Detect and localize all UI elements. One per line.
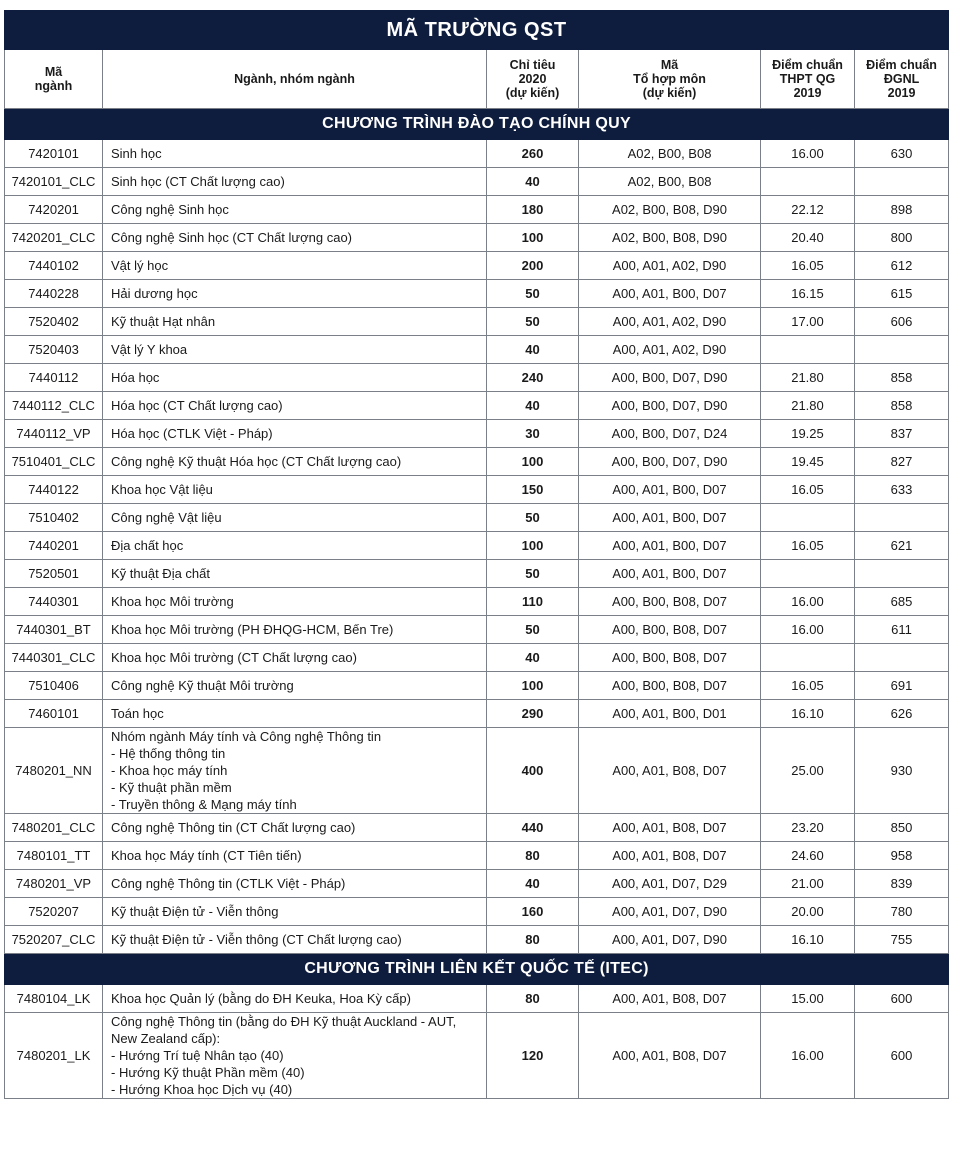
major-name xyxy=(103,898,487,926)
major-code: 7510406 xyxy=(5,672,103,700)
score-dgnl-2019: 600 xyxy=(855,1013,949,1099)
header-combo xyxy=(579,50,761,109)
major-code: 7440301_BT xyxy=(5,616,103,644)
table-row xyxy=(5,252,949,280)
table-row xyxy=(5,476,949,504)
score-dgnl-2019: 691 xyxy=(855,672,949,700)
header-dgnl-line: ĐGNL xyxy=(883,72,920,86)
major-name-line: Hóa học (CTLK Việt - Pháp) xyxy=(111,426,273,441)
score-dgnl-2019: 755 xyxy=(855,926,949,954)
major-code: 7520501 xyxy=(5,560,103,588)
major-name-line: - Hướng Khoa học Dịch vụ (40) xyxy=(111,1082,293,1097)
major-name-line: Hóa học xyxy=(111,370,160,385)
table-title: MÃ TRƯỜNG QST xyxy=(5,11,949,50)
subject-combination: A00, A01, B00, D07 xyxy=(579,532,761,560)
major-code: 7480104_LK xyxy=(5,985,103,1013)
major-name xyxy=(103,280,487,308)
score-dgnl-2019: 630 xyxy=(855,140,949,168)
quota-2020: 260 xyxy=(487,140,579,168)
table-row xyxy=(5,308,949,336)
score-thpt-2019: 22.12 xyxy=(761,196,855,224)
major-name xyxy=(103,336,487,364)
score-thpt-2019: 21.00 xyxy=(761,870,855,898)
subject-combination: A00, A01, B08, D07 xyxy=(579,814,761,842)
subject-combination: A00, B00, D07, D90 xyxy=(579,364,761,392)
quota-2020: 100 xyxy=(487,448,579,476)
score-dgnl-2019: 898 xyxy=(855,196,949,224)
major-name xyxy=(103,1013,487,1099)
quota-2020: 180 xyxy=(487,196,579,224)
major-code: 7480201_VP xyxy=(5,870,103,898)
subject-combination: A00, B00, D07, D90 xyxy=(579,392,761,420)
table-row xyxy=(5,392,949,420)
score-thpt-2019: 16.00 xyxy=(761,588,855,616)
major-name-line: - Kỹ thuật phần mềm xyxy=(111,780,232,795)
major-name xyxy=(103,168,487,196)
quota-2020: 110 xyxy=(487,588,579,616)
table-row xyxy=(5,898,949,926)
subject-combination: A00, A01, B08, D07 xyxy=(579,1013,761,1099)
major-name xyxy=(103,644,487,672)
score-dgnl-2019: 827 xyxy=(855,448,949,476)
score-thpt-2019 xyxy=(761,336,855,364)
major-name-line: Khoa học Máy tính (CT Tiên tiến) xyxy=(111,848,302,863)
score-dgnl-2019: 930 xyxy=(855,728,949,814)
score-dgnl-2019: 685 xyxy=(855,588,949,616)
score-dgnl-2019 xyxy=(855,168,949,196)
header-dgnl-line: Điểm chuẩn xyxy=(866,58,937,72)
title-row xyxy=(5,11,949,50)
header-dgnl-line: 2019 xyxy=(887,86,916,100)
subject-combination: A00, B00, D07, D24 xyxy=(579,420,761,448)
table-row xyxy=(5,616,949,644)
quota-2020: 440 xyxy=(487,814,579,842)
major-name-line: Khoa học Quản lý (bằng do ĐH Keuka, Hoa Kỳ cấp) xyxy=(111,991,411,1006)
header-quota xyxy=(487,50,579,109)
score-dgnl-2019: 858 xyxy=(855,364,949,392)
score-dgnl-2019: 600 xyxy=(855,985,949,1013)
major-code: 7480201_LK xyxy=(5,1013,103,1099)
header-code xyxy=(5,50,103,109)
subject-combination: A00, A01, A02, D90 xyxy=(579,308,761,336)
major-code: 7520207 xyxy=(5,898,103,926)
major-name-line: Địa chất học xyxy=(111,538,184,553)
major-name xyxy=(103,448,487,476)
table-row xyxy=(5,504,949,532)
quota-2020: 290 xyxy=(487,700,579,728)
score-dgnl-2019 xyxy=(855,336,949,364)
table-row xyxy=(5,448,949,476)
major-name xyxy=(103,420,487,448)
major-name-line: Kỹ thuật Hạt nhân xyxy=(111,314,216,329)
header-quota-line: (dự kiến) xyxy=(505,86,560,100)
major-code: 7440301 xyxy=(5,588,103,616)
score-thpt-2019: 21.80 xyxy=(761,392,855,420)
subject-combination: A00, B00, B08, D07 xyxy=(579,616,761,644)
score-thpt-2019: 25.00 xyxy=(761,728,855,814)
score-dgnl-2019: 858 xyxy=(855,392,949,420)
subject-combination: A02, B00, B08, D90 xyxy=(579,196,761,224)
subject-combination: A02, B00, B08, D90 xyxy=(579,224,761,252)
major-code: 7440201 xyxy=(5,532,103,560)
admission-table-container xyxy=(4,10,948,1099)
major-name-line: Kỹ thuật Địa chất xyxy=(111,566,210,581)
major-name xyxy=(103,616,487,644)
subject-combination: A02, B00, B08 xyxy=(579,168,761,196)
subject-combination: A00, A01, B08, D07 xyxy=(579,728,761,814)
major-code: 7440112_CLC xyxy=(5,392,103,420)
quota-2020: 80 xyxy=(487,985,579,1013)
subject-combination: A00, A01, B00, D07 xyxy=(579,280,761,308)
major-name-line: Công nghệ Vật liệu xyxy=(111,510,222,525)
score-thpt-2019: 20.00 xyxy=(761,898,855,926)
quota-2020: 240 xyxy=(487,364,579,392)
header-thpt-line: THPT QG xyxy=(779,72,836,86)
header-combo-line: Tổ hợp môn xyxy=(633,72,706,86)
quota-2020: 150 xyxy=(487,476,579,504)
header-quota-line: Chỉ tiêu xyxy=(509,58,556,72)
major-name xyxy=(103,504,487,532)
major-name xyxy=(103,196,487,224)
score-dgnl-2019: 839 xyxy=(855,870,949,898)
quota-2020: 100 xyxy=(487,532,579,560)
score-thpt-2019: 23.20 xyxy=(761,814,855,842)
major-name-line: Khoa học Môi trường (CT Chất lượng cao) xyxy=(111,650,357,665)
quota-2020: 30 xyxy=(487,420,579,448)
major-name xyxy=(103,252,487,280)
score-dgnl-2019: 606 xyxy=(855,308,949,336)
score-dgnl-2019: 611 xyxy=(855,616,949,644)
header-thpt-line: Điểm chuẩn xyxy=(772,58,843,72)
table-row xyxy=(5,1013,949,1099)
major-code: 7460101 xyxy=(5,700,103,728)
quota-2020: 50 xyxy=(487,308,579,336)
subject-combination: A00, A01, B00, D07 xyxy=(579,560,761,588)
major-code: 7510401_CLC xyxy=(5,448,103,476)
table-row xyxy=(5,196,949,224)
major-name-line: Khoa học Môi trường xyxy=(111,594,234,609)
score-thpt-2019: 16.05 xyxy=(761,476,855,504)
header-quota-line: 2020 xyxy=(518,72,547,86)
major-name-line: New Zealand cấp): xyxy=(111,1031,221,1046)
subject-combination: A00, A01, D07, D90 xyxy=(579,898,761,926)
quota-2020: 40 xyxy=(487,168,579,196)
major-code: 7420101_CLC xyxy=(5,168,103,196)
quota-2020: 400 xyxy=(487,728,579,814)
header-combo-line: Mã xyxy=(660,58,679,72)
score-thpt-2019: 16.00 xyxy=(761,616,855,644)
quota-2020: 40 xyxy=(487,392,579,420)
major-name xyxy=(103,224,487,252)
subject-combination: A00, A01, B08, D07 xyxy=(579,842,761,870)
quota-2020: 80 xyxy=(487,842,579,870)
major-name xyxy=(103,870,487,898)
score-dgnl-2019: 612 xyxy=(855,252,949,280)
major-name xyxy=(103,308,487,336)
table-row xyxy=(5,728,949,814)
major-name-line: Vật lý Y khoa xyxy=(111,342,188,357)
table-row xyxy=(5,280,949,308)
major-code: 7440102 xyxy=(5,252,103,280)
major-name xyxy=(103,814,487,842)
major-name-line: - Hướng Trí tuệ Nhân tạo (40) xyxy=(111,1048,284,1063)
major-name xyxy=(103,672,487,700)
major-name xyxy=(103,140,487,168)
major-code: 7440228 xyxy=(5,280,103,308)
section-header-row xyxy=(5,954,949,985)
score-dgnl-2019: 626 xyxy=(855,700,949,728)
quota-2020: 160 xyxy=(487,898,579,926)
major-name-line: Hải dương học xyxy=(111,286,198,301)
score-thpt-2019: 15.00 xyxy=(761,985,855,1013)
major-code: 7510402 xyxy=(5,504,103,532)
major-code: 7420101 xyxy=(5,140,103,168)
major-code: 7440112 xyxy=(5,364,103,392)
major-code: 7520403 xyxy=(5,336,103,364)
score-thpt-2019: 20.40 xyxy=(761,224,855,252)
header-thpt xyxy=(761,50,855,109)
table-row xyxy=(5,224,949,252)
major-name xyxy=(103,476,487,504)
score-thpt-2019: 16.05 xyxy=(761,672,855,700)
table-row xyxy=(5,420,949,448)
quota-2020: 50 xyxy=(487,560,579,588)
major-name-line: Khoa học Vật liệu xyxy=(111,482,213,497)
table-row xyxy=(5,870,949,898)
section-header-row xyxy=(5,109,949,140)
quota-2020: 80 xyxy=(487,926,579,954)
score-thpt-2019: 19.25 xyxy=(761,420,855,448)
score-dgnl-2019: 850 xyxy=(855,814,949,842)
section-title: CHƯƠNG TRÌNH LIÊN KẾT QUỐC TẾ (ITEC) xyxy=(5,954,949,985)
major-code: 7480201_NN xyxy=(5,728,103,814)
table-row xyxy=(5,672,949,700)
quota-2020: 50 xyxy=(487,504,579,532)
major-name-line: Công nghệ Thông tin (CT Chất lượng cao) xyxy=(111,820,356,835)
quota-2020: 40 xyxy=(487,870,579,898)
score-thpt-2019 xyxy=(761,644,855,672)
major-name xyxy=(103,985,487,1013)
score-thpt-2019: 16.05 xyxy=(761,532,855,560)
major-name-line: Công nghệ Sinh học (CT Chất lượng cao) xyxy=(111,230,353,245)
quota-2020: 200 xyxy=(487,252,579,280)
major-name-line: Khoa học Môi trường (PH ĐHQG-HCM, Bến Tre) xyxy=(111,622,394,637)
major-name-line: Kỹ thuật Điện tử - Viễn thông (CT Chất lượng cao) xyxy=(111,932,402,947)
table-row xyxy=(5,700,949,728)
quota-2020: 40 xyxy=(487,644,579,672)
header-combo-line: (dự kiến) xyxy=(642,86,697,100)
quota-2020: 100 xyxy=(487,224,579,252)
score-dgnl-2019 xyxy=(855,644,949,672)
score-dgnl-2019: 958 xyxy=(855,842,949,870)
quota-2020: 120 xyxy=(487,1013,579,1099)
score-thpt-2019 xyxy=(761,504,855,532)
major-code: 7440112_VP xyxy=(5,420,103,448)
major-name-line: Sinh học (CT Chất lượng cao) xyxy=(111,174,285,189)
table-row xyxy=(5,842,949,870)
subject-combination: A00, A01, D07, D90 xyxy=(579,926,761,954)
table-row xyxy=(5,532,949,560)
score-thpt-2019: 16.00 xyxy=(761,140,855,168)
major-code: 7520207_CLC xyxy=(5,926,103,954)
major-name-line: Công nghệ Kỹ thuật Hóa học (CT Chất lượng cao) xyxy=(111,454,402,469)
major-code: 7420201 xyxy=(5,196,103,224)
table-row xyxy=(5,364,949,392)
subject-combination: A00, B00, B08, D07 xyxy=(579,588,761,616)
major-name-line: Kỹ thuật Điện tử - Viễn thông xyxy=(111,904,279,919)
major-name xyxy=(103,728,487,814)
major-name xyxy=(103,392,487,420)
header-dgnl xyxy=(855,50,949,109)
major-name-line: Hóa học (CT Chất lượng cao) xyxy=(111,398,283,413)
major-name-line: - Hệ thống thông tin xyxy=(111,746,226,761)
major-name-line: - Khoa học máy tính xyxy=(111,763,228,778)
subject-combination: A00, B00, D07, D90 xyxy=(579,448,761,476)
major-name-line: Vật lý học xyxy=(111,258,169,273)
subject-combination: A00, A01, B00, D07 xyxy=(579,504,761,532)
score-dgnl-2019 xyxy=(855,504,949,532)
quota-2020: 100 xyxy=(487,672,579,700)
table-row xyxy=(5,168,949,196)
major-name xyxy=(103,588,487,616)
subject-combination: A00, A01, D07, D29 xyxy=(579,870,761,898)
score-thpt-2019: 19.45 xyxy=(761,448,855,476)
table-row xyxy=(5,814,949,842)
header-code-line: ngành xyxy=(34,79,73,93)
major-name-line: Sinh học xyxy=(111,146,162,161)
subject-combination: A02, B00, B08 xyxy=(579,140,761,168)
table-row xyxy=(5,588,949,616)
quota-2020: 50 xyxy=(487,616,579,644)
header-thpt-line: 2019 xyxy=(793,86,822,100)
major-name xyxy=(103,842,487,870)
major-code: 7480201_CLC xyxy=(5,814,103,842)
major-code: 7520402 xyxy=(5,308,103,336)
subject-combination: A00, A01, B08, D07 xyxy=(579,985,761,1013)
subject-combination: A00, A01, B00, D07 xyxy=(579,476,761,504)
score-dgnl-2019: 837 xyxy=(855,420,949,448)
table-row xyxy=(5,644,949,672)
major-name xyxy=(103,700,487,728)
header-name xyxy=(103,50,487,109)
major-code: 7440122 xyxy=(5,476,103,504)
major-code: 7420201_CLC xyxy=(5,224,103,252)
header-name-line: Ngành, nhóm ngành xyxy=(234,72,355,86)
major-name-line: - Truyền thông & Mạng máy tính xyxy=(111,797,297,812)
score-thpt-2019: 16.00 xyxy=(761,1013,855,1099)
major-name-line: Công nghệ Thông tin (CTLK Việt - Pháp) xyxy=(111,876,346,891)
score-thpt-2019: 16.10 xyxy=(761,926,855,954)
table-row xyxy=(5,336,949,364)
score-dgnl-2019 xyxy=(855,560,949,588)
section-title: CHƯƠNG TRÌNH ĐÀO TẠO CHÍNH QUY xyxy=(5,109,949,140)
major-name xyxy=(103,926,487,954)
score-dgnl-2019: 621 xyxy=(855,532,949,560)
major-name xyxy=(103,560,487,588)
subject-combination: A00, B00, B08, D07 xyxy=(579,672,761,700)
score-thpt-2019: 16.05 xyxy=(761,252,855,280)
major-name-line: Công nghệ Thông tin (bằng do ĐH Kỹ thuật Auckland - AUT, xyxy=(111,1014,457,1029)
score-thpt-2019: 21.80 xyxy=(761,364,855,392)
header-row xyxy=(5,50,949,109)
table-row xyxy=(5,140,949,168)
major-name-line: Toán học xyxy=(111,706,164,721)
score-dgnl-2019: 800 xyxy=(855,224,949,252)
major-name-line: Nhóm ngành Máy tính và Công nghệ Thông tin xyxy=(111,729,382,744)
subject-combination: A00, B00, B08, D07 xyxy=(579,644,761,672)
score-thpt-2019: 17.00 xyxy=(761,308,855,336)
score-thpt-2019: 16.15 xyxy=(761,280,855,308)
table-row xyxy=(5,985,949,1013)
admission-table xyxy=(4,10,949,1099)
subject-combination: A00, A01, B00, D01 xyxy=(579,700,761,728)
major-name-line: Công nghệ Sinh học xyxy=(111,202,229,217)
subject-combination: A00, A01, A02, D90 xyxy=(579,252,761,280)
table-row xyxy=(5,926,949,954)
score-thpt-2019 xyxy=(761,560,855,588)
score-dgnl-2019: 615 xyxy=(855,280,949,308)
score-thpt-2019: 16.10 xyxy=(761,700,855,728)
quota-2020: 40 xyxy=(487,336,579,364)
major-code: 7440301_CLC xyxy=(5,644,103,672)
header-code-line: Mã xyxy=(44,65,63,79)
score-thpt-2019 xyxy=(761,168,855,196)
major-name-line: Công nghệ Kỹ thuật Môi trường xyxy=(111,678,294,693)
major-name xyxy=(103,532,487,560)
score-thpt-2019: 24.60 xyxy=(761,842,855,870)
major-name xyxy=(103,364,487,392)
table-row xyxy=(5,560,949,588)
quota-2020: 50 xyxy=(487,280,579,308)
major-code: 7480101_TT xyxy=(5,842,103,870)
score-dgnl-2019: 780 xyxy=(855,898,949,926)
subject-combination: A00, A01, A02, D90 xyxy=(579,336,761,364)
major-name-line: - Hướng Kỹ thuật Phần mềm (40) xyxy=(111,1065,305,1080)
score-dgnl-2019: 633 xyxy=(855,476,949,504)
